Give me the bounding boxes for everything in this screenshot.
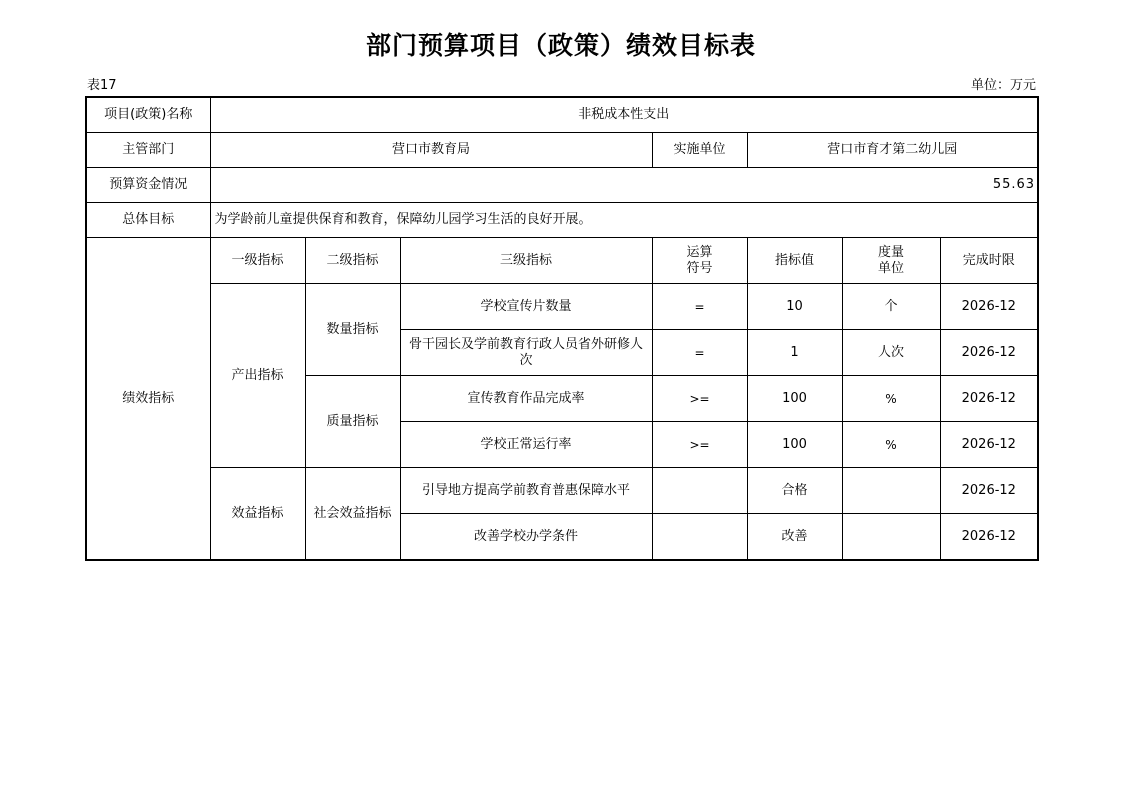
budget-value: 55.63: [210, 168, 1038, 203]
row-value: 改善: [747, 514, 842, 561]
group-output: 产出指标: [210, 284, 305, 468]
row-op: =: [652, 284, 747, 330]
table-row: [86, 284, 1038, 330]
header-op: [652, 238, 747, 284]
row-op: >=: [652, 376, 747, 422]
group-quantity: 数量指标: [305, 284, 400, 376]
row-value: 100: [747, 376, 842, 422]
goal-row: [86, 203, 1038, 238]
row-unit: [842, 468, 940, 514]
budget-label: 预算资金情况: [86, 168, 210, 203]
group-social: 社会效益指标: [305, 468, 400, 561]
row-l3: 骨干园长及学前教育行政人员省外研修人次: [400, 330, 652, 376]
page-title: 部门预算项目（政策）绩效目标表: [365, 31, 756, 60]
row-deadline: 2026-12: [940, 422, 1038, 468]
row-deadline: 2026-12: [940, 376, 1038, 422]
impl-value: 营口市育才第二幼儿园: [747, 133, 1038, 168]
impl-label: 实施单位: [652, 133, 747, 168]
row-unit: 个: [842, 284, 940, 330]
row-op: [652, 468, 747, 514]
row-value: 10: [747, 284, 842, 330]
row-op: =: [652, 330, 747, 376]
row-unit: 人次: [842, 330, 940, 376]
row-unit: %: [842, 376, 940, 422]
budget-row: [86, 168, 1038, 203]
project-name-value: 非税成本性支出: [210, 97, 1038, 133]
department-row: [86, 133, 1038, 168]
row-l3: 宣传教育作品完成率: [400, 376, 652, 422]
header-level3: 三级指标: [400, 238, 652, 284]
row-l3: 学校宣传片数量: [400, 284, 652, 330]
row-deadline: 2026-12: [940, 284, 1038, 330]
row-unit: [842, 514, 940, 561]
performance-target-table: [85, 96, 1039, 561]
group-benefit: 效益指标: [210, 468, 305, 561]
row-l3: 改善学校办学条件: [400, 514, 652, 561]
header-value: 指标值: [747, 238, 842, 284]
row-l3: 引导地方提高学前教育普惠保障水平: [400, 468, 652, 514]
header-deadline: 完成时限: [940, 238, 1038, 284]
row-op: [652, 514, 747, 561]
header-op-text: 运算符号: [686, 244, 713, 276]
row-value: 合格: [747, 468, 842, 514]
goal-label: 总体目标: [86, 203, 210, 238]
row-value: 1: [747, 330, 842, 376]
dept-label: 主管部门: [86, 133, 210, 168]
header-measure-text: 度量单位: [877, 244, 904, 276]
dept-value: 营口市教育局: [210, 133, 652, 168]
row-value: 100: [747, 422, 842, 468]
table-row: [86, 468, 1038, 514]
row-l3: 学校正常运行率: [400, 422, 652, 468]
perf-label: 绩效指标: [86, 238, 210, 561]
header-row: [86, 238, 1038, 284]
project-name-label: 项目(政策)名称: [86, 97, 210, 133]
unit-label: 单位：万元: [970, 78, 1036, 93]
project-name-row: [86, 97, 1038, 133]
goal-value: 为学龄前儿童提供保育和教育，保障幼儿园学习生活的良好开展。: [210, 203, 1038, 238]
table-number: 表17: [87, 78, 117, 93]
row-deadline: 2026-12: [940, 330, 1038, 376]
header-measure: [842, 238, 940, 284]
header-level1: 一级指标: [210, 238, 305, 284]
row-op: >=: [652, 422, 747, 468]
row-unit: %: [842, 422, 940, 468]
group-quality: 质量指标: [305, 376, 400, 468]
header-level2: 二级指标: [305, 238, 400, 284]
row-deadline: 2026-12: [940, 514, 1038, 561]
row-deadline: 2026-12: [940, 468, 1038, 514]
